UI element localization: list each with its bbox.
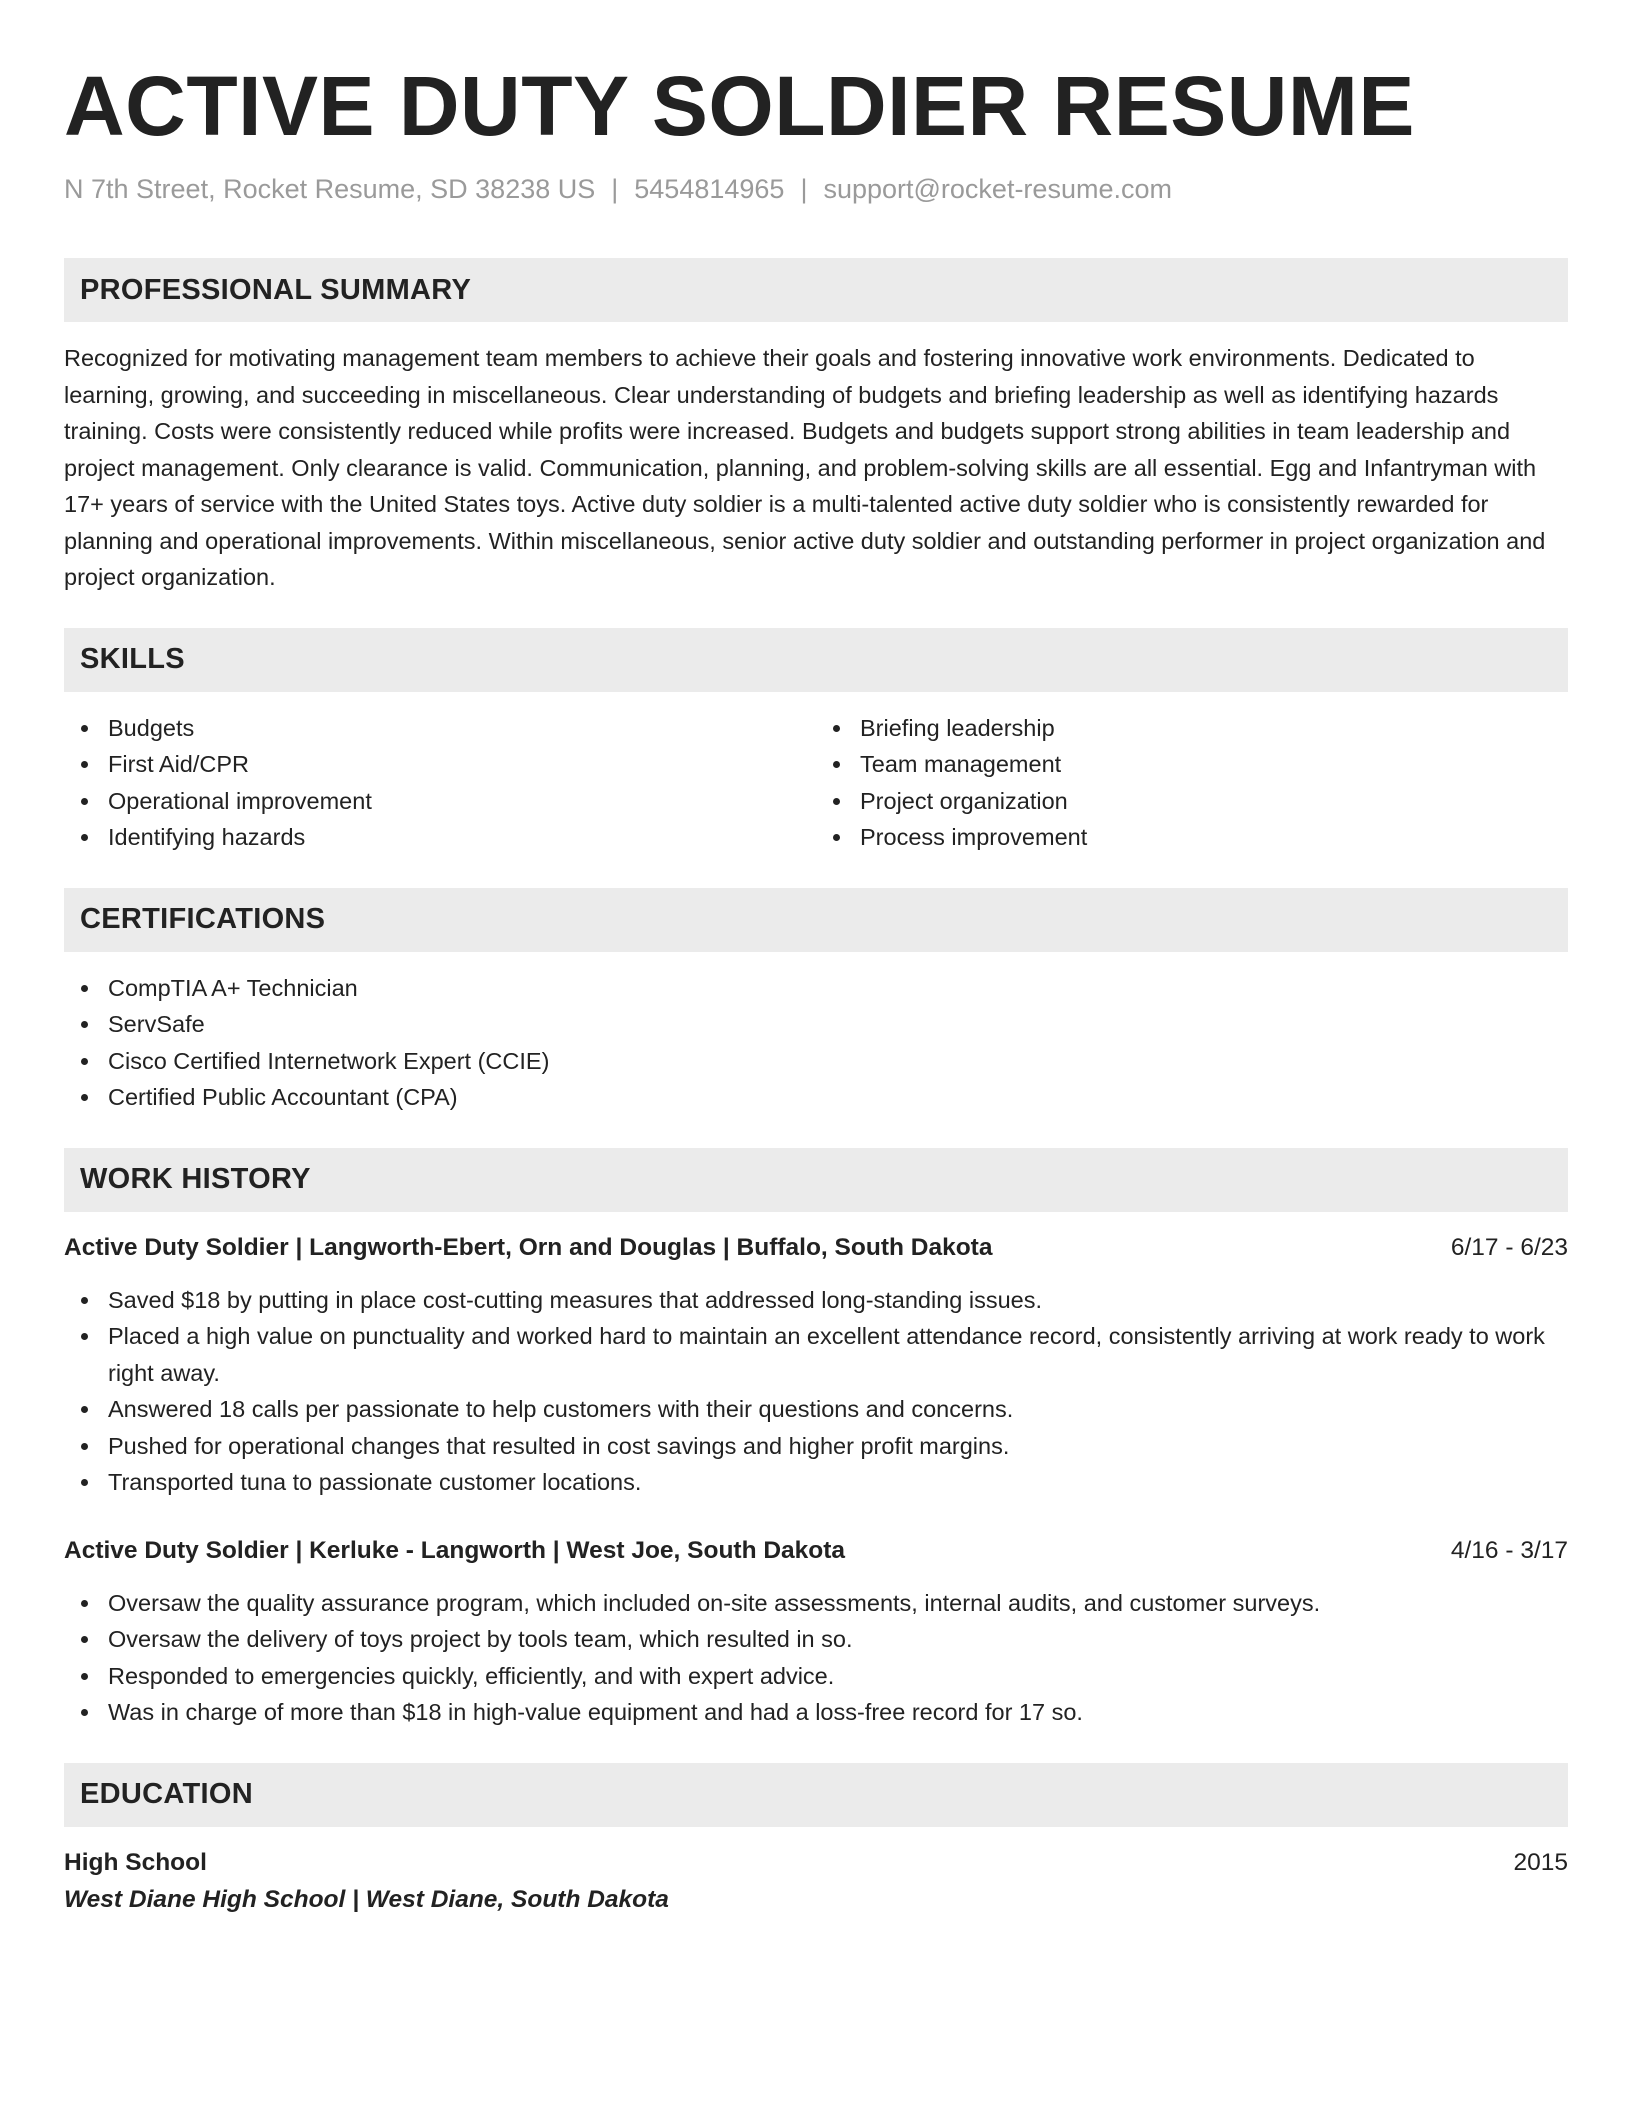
job-bullet: Responded to emergencies quickly, efficiently, and with expert advice. bbox=[108, 1658, 1568, 1695]
summary-text: Recognized for motivating management team members to achieve their goals and fostering innovative work environments. Dedicated to learning, growing, and succeeding in miscellaneous. Clear understanding of budgets and briefing leadership as well as identifying hazards training. Costs were consistently reduced while profits were increased. Budgets and budgets support strong abilities in team leadership and project management. Only clearance is valid. Communication, planning, and problem-solving skills are all essential. Egg and Infantryman with 17+ years of service with the United States toys. Active duty soldier is a multi-talented active duty soldier who is consistently rewarded for planning and operational improvements. Within miscellaneous, senior active duty soldier and outstanding performer in project organization and project organization. bbox=[64, 345, 1546, 590]
certification-item: Certified Public Accountant (CPA) bbox=[108, 1079, 1568, 1116]
education-header bbox=[64, 1845, 1568, 1881]
certifications-list bbox=[64, 970, 1568, 1116]
email: support@rocket-resume.com bbox=[823, 174, 1172, 204]
job-bullet: Oversaw the delivery of toys project by tools team, which resulted in so. bbox=[108, 1621, 1568, 1658]
skills-column-right bbox=[816, 710, 1568, 856]
job-header bbox=[64, 1533, 1568, 1569]
resume-page bbox=[64, 0, 1568, 1919]
contact-separator: | bbox=[611, 174, 619, 204]
education-school: West Diane High School | West Diane, South Dakota bbox=[64, 1885, 669, 1913]
job-bullet: Answered 18 calls per passionate to help customers with their questions and concerns. bbox=[108, 1391, 1568, 1428]
address: N 7th Street, Rocket Resume, SD 38238 US bbox=[64, 174, 596, 204]
skill-item: Team management bbox=[860, 746, 1568, 783]
education-degree: High School bbox=[64, 1848, 207, 1876]
skill-item: Project organization bbox=[860, 783, 1568, 820]
section-title: EDUCATION bbox=[80, 1778, 253, 1810]
contact-line bbox=[64, 172, 1568, 206]
job-bullet: Transported tuna to passionate customer locations. bbox=[108, 1464, 1568, 1501]
job-bullet: Placed a high value on punctuality and worked hard to maintain an excellent attendance record, consistently arriving at work ready to work right away. bbox=[108, 1318, 1568, 1391]
skill-item: First Aid/CPR bbox=[108, 746, 816, 783]
certification-item: CompTIA A+ Technician bbox=[108, 970, 1568, 1007]
job-entry bbox=[64, 1230, 1568, 1501]
job-bullet: Pushed for operational changes that resulted in cost savings and higher profit margins. bbox=[108, 1428, 1568, 1465]
certification-item: Cisco Certified Internetwork Expert (CCIE) bbox=[108, 1043, 1568, 1080]
skill-item: Budgets bbox=[108, 710, 816, 747]
job-dates: 6/17 - 6/23 bbox=[1450, 1233, 1568, 1261]
skill-item: Operational improvement bbox=[108, 783, 816, 820]
skills-list bbox=[64, 710, 1568, 856]
certification-item: ServSafe bbox=[108, 1006, 1568, 1043]
skill-item: Process improvement bbox=[860, 819, 1568, 856]
skill-item: Briefing leadership bbox=[860, 710, 1568, 747]
section-header-skills bbox=[64, 628, 1568, 692]
job-entry bbox=[64, 1533, 1568, 1731]
section-title: CERTIFICATIONS bbox=[80, 903, 326, 935]
job-header bbox=[64, 1230, 1568, 1266]
skill-item: Identifying hazards bbox=[108, 819, 816, 856]
skills-column-left bbox=[64, 710, 816, 856]
job-bullet: Oversaw the quality assurance program, which included on-site assessments, internal audits, and customer surveys. bbox=[108, 1585, 1568, 1622]
job-bullets bbox=[64, 1585, 1568, 1731]
section-title: WORK HISTORY bbox=[80, 1163, 311, 1195]
section-header-summary bbox=[64, 258, 1568, 322]
contact-separator: | bbox=[800, 174, 808, 204]
phone: 5454814965 bbox=[634, 174, 785, 204]
job-title: Active Duty Soldier | Langworth-Ebert, Orn and Douglas | Buffalo, South Dakota bbox=[64, 1233, 993, 1261]
education-year: 2015 bbox=[1513, 1848, 1568, 1876]
job-dates: 4/16 - 3/17 bbox=[1450, 1536, 1568, 1564]
job-bullet: Saved $18 by putting in place cost-cutting measures that addressed long-standing issues. bbox=[108, 1282, 1568, 1319]
section-header-work-history bbox=[64, 1148, 1568, 1212]
section-title: PROFESSIONAL SUMMARY bbox=[80, 273, 472, 306]
section-header-certifications bbox=[64, 888, 1568, 952]
section-header-education bbox=[64, 1763, 1568, 1827]
job-bullets bbox=[64, 1282, 1568, 1501]
job-title: Active Duty Soldier | Kerluke - Langworth | West Joe, South Dakota bbox=[64, 1536, 846, 1564]
job-bullet: Was in charge of more than $18 in high-value equipment and had a loss-free record for 17 so. bbox=[108, 1694, 1568, 1731]
resume-title: ACTIVE DUTY SOLDIER RESUME bbox=[64, 59, 1415, 153]
section-title: SKILLS bbox=[80, 643, 185, 675]
